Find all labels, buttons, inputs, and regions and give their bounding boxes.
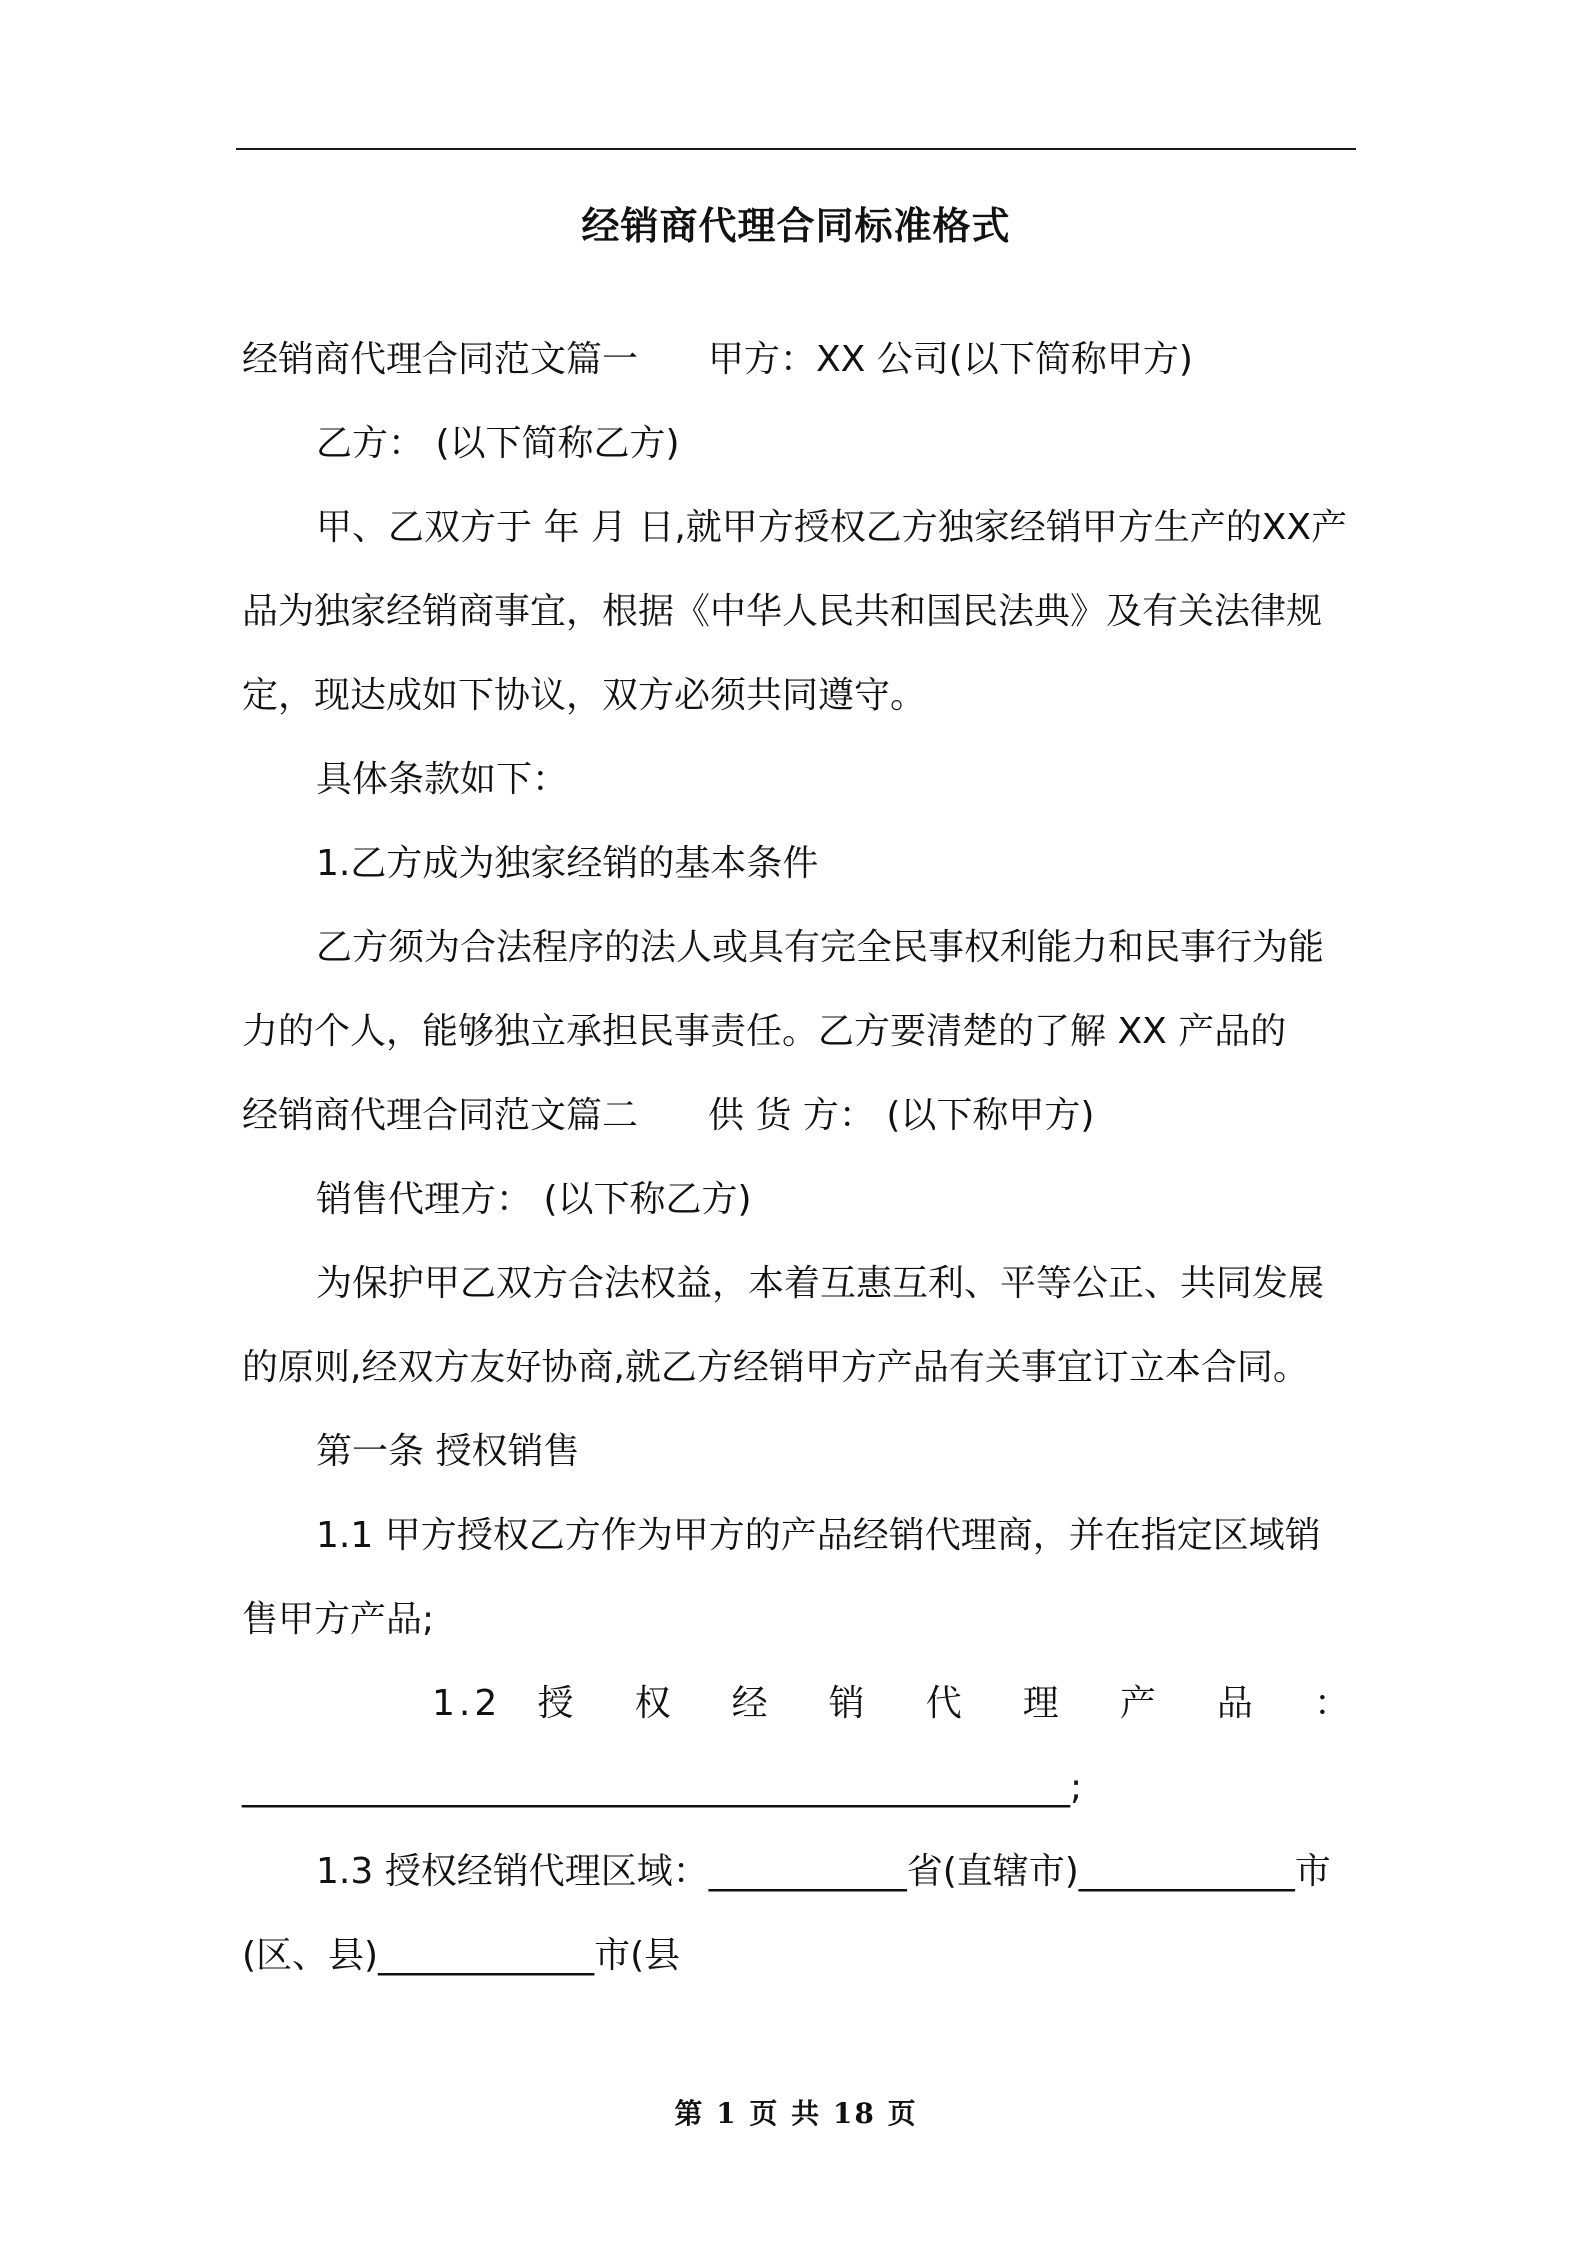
party-a-line: 甲方：XX 公司(以下简称甲方) <box>708 339 1193 380</box>
paragraph-intro-1 <box>242 318 1354 402</box>
paragraph-agreement: 甲、乙双方于 年 月 日,就甲方授权乙方独家经销甲方生产的XX产品为独家经销商事宜，根据《中华人民共和国民法典》及有关法律规定，现达成如下协议，双方必须共同遵守。 <box>242 507 1348 716</box>
clause-1-3: 1.3 授权经销代理区域：___________省(直辖市)____________市(区、县)____________市(县 <box>242 1851 1331 1976</box>
clause-1-1: 1.1 甲方授权乙方作为甲方的产品经销代理商，并在指定区域销售甲方产品; <box>242 1515 1321 1640</box>
clause-1-2: 1.2 授 权 经 销 代 理 产 品 ： <box>432 1683 1354 1724</box>
clause-1-2-blank: ______________________________________________; <box>242 1767 1083 1808</box>
paragraph-conditions: 乙方须为合法程序的法人或具有完全民事权利能力和民事行为能力的个人，能够独立承担民事责任。乙方要清楚的了解 XX 产品的 <box>242 927 1325 1052</box>
page-number: 第 1 页 共 18 页 <box>674 2097 918 2130</box>
section-heading-2: 经销商代理合同范文篇二 <box>242 1095 639 1136</box>
party-b-line: 乙方： (以下简称乙方) <box>316 423 680 464</box>
paragraph-intro-2 <box>242 1074 1354 1158</box>
section-heading-1: 经销商代理合同范文篇一 <box>242 339 639 380</box>
document-body <box>242 318 1354 1998</box>
header-rule <box>236 148 1356 150</box>
sales-agent-line: 销售代理方： (以下称乙方) <box>316 1179 752 1220</box>
paragraph-terms-intro: 具体条款如下： <box>316 759 569 800</box>
article-1-heading: 第一条 授权销售 <box>316 1431 580 1472</box>
supplier-line: 供 货 方： (以下称甲方) <box>708 1095 1095 1136</box>
document-title: 经销商代理合同标准格式 <box>581 204 1011 248</box>
paragraph-purpose: 为保护甲乙双方合法权益，本着互惠互利、平等公正、共同发展的原则,经双方友好协商,就乙方经销甲方产品有关事宜订立本合同。 <box>242 1263 1325 1388</box>
clause-heading-1: 1.乙方成为独家经销的基本条件 <box>316 843 819 884</box>
